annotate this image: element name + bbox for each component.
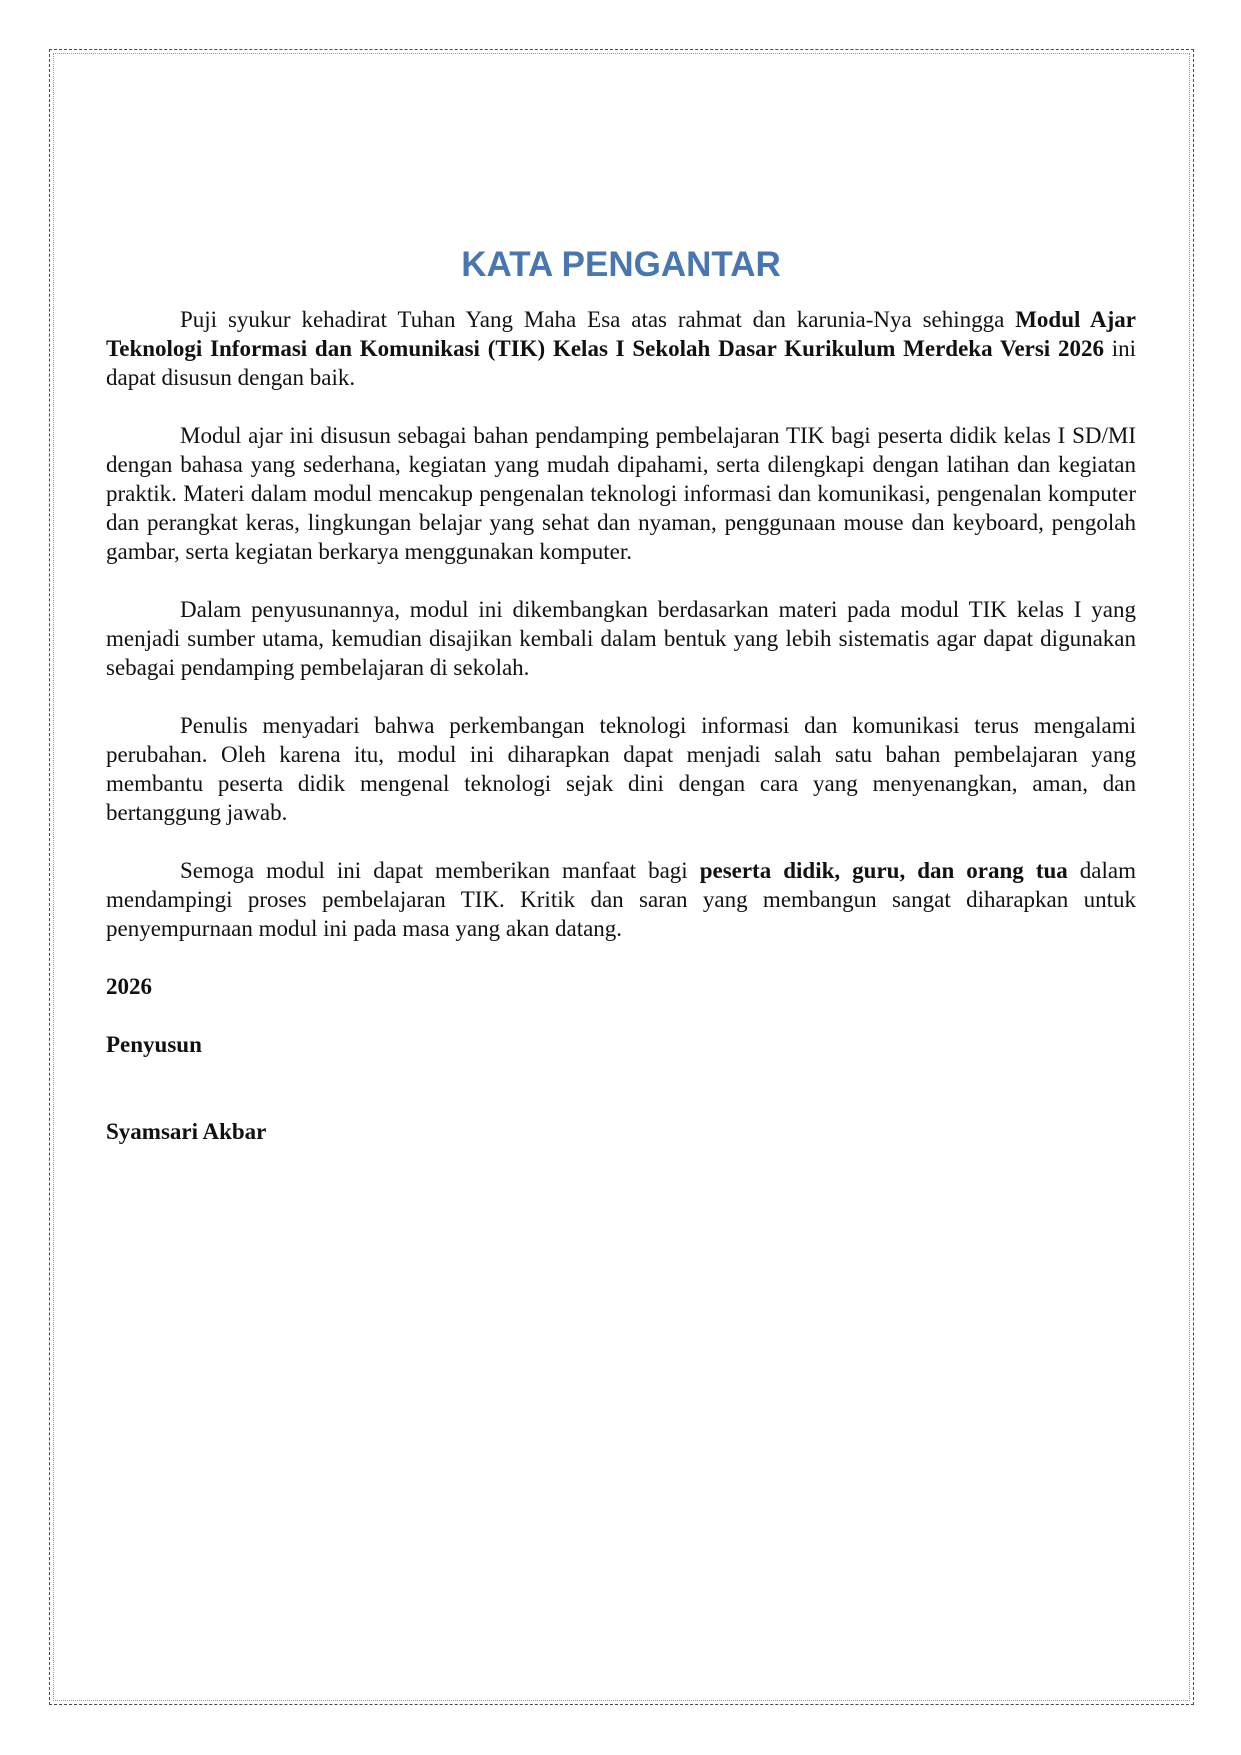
paragraph-intro [106,305,1136,392]
paragraph-text: Penulis menyadari bahwa perkembangan teknologi informasi dan komunikasi terus mengalami perubahan. Oleh karena itu, modul ini diharapkan dapat menjadi salah satu bahan pembelajaran yang membantu peserta didik mengenal teknologi sejak dini dengan cara yang menyenangkan, aman, dan bertanggung jawab. [106,713,1136,825]
paragraph-text: Modul ajar ini disusun sebagai bahan pendamping pembelajaran TIK bagi peserta didik kelas I SD/MI dengan bahasa yang sederhana, kegiatan yang mudah dipahami, serta dilengkapi dengan latihan dan kegiatan praktik. Materi dalam modul mencakup pengenalan teknologi informasi dan komunikasi, pengenalan komputer dan perangkat keras, lingkungan belajar yang sehat dan nyaman, penggunaan mouse dan keyboard, pengolah gambar, serta kegiatan berkarya menggunakan komputer. [106,423,1136,564]
paragraph-text: Puji syukur kehadirat Tuhan Yang Maha Esa atas rahmat dan karunia-Nya sehingga [180,307,1016,332]
paragraph-author-note [106,711,1136,827]
document-content [106,242,1136,1175]
paragraph-text: dalam mendampingi proses pembelajaran TIK. Kritik dan saran yang membangun sangat diharapkan untuk penyempurnaan modul ini pada masa yang akan datang. [106,858,1136,941]
paragraph-text: ini dapat disusun dengan baik. [106,336,1137,390]
paragraph-development [106,595,1136,682]
paragraph-module-description [106,421,1136,566]
page-title: KATA PENGANTAR [461,245,781,284]
closing-year: 2026 [106,974,152,999]
author-name: Syamsari Akbar [106,1119,267,1144]
closing-role: Penyusun [106,1032,202,1057]
paragraph-text: Semoga modul ini dapat memberikan manfaat bagi [180,858,700,883]
paragraph-hope [106,856,1136,943]
audience-bold: peserta didik, guru, dan orang tua [699,858,1068,883]
paragraph-text: Dalam penyusunannya, modul ini dikembangkan berdasarkan materi pada modul TIK kelas I yang menjadi sumber utama, kemudian disajikan kembali dalam bentuk yang lebih sistematis agar dapat digunakan sebagai pendamping pembelajaran di sekolah. [106,597,1136,680]
module-name-bold: Modul Ajar Teknologi Informasi dan Komunikasi (TIK) Kelas I Sekolah Dasar Kurikulum Merdeka Versi 2026 [106,307,1136,361]
